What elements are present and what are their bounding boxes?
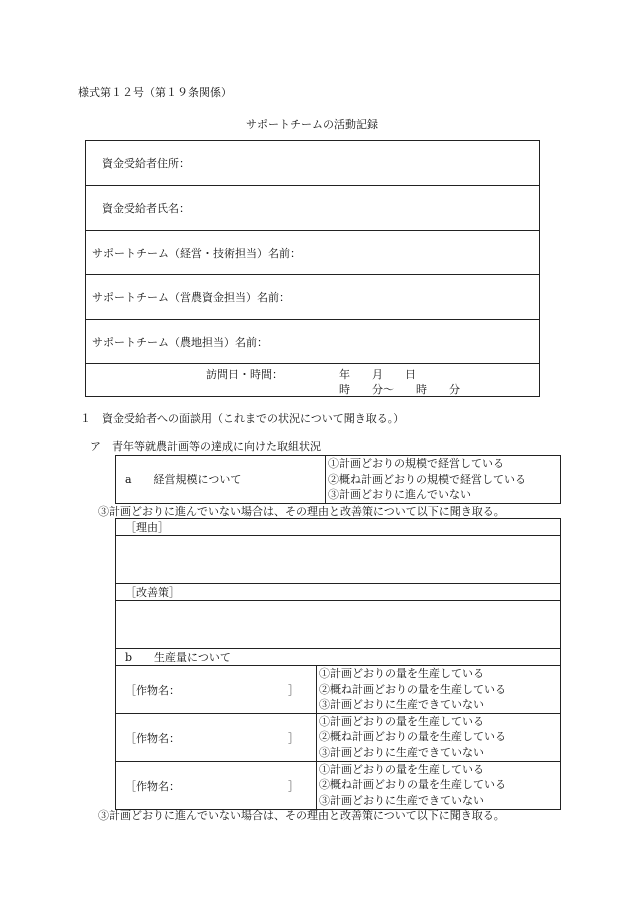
land-support-label: サポートチーム（農地担当）名前： bbox=[92, 335, 268, 349]
finance-support-label: サポートチーム（営農資金担当）名前： bbox=[92, 291, 290, 304]
scale-option-2[interactable]: ②概ね計画どおりの規模で経営している bbox=[328, 472, 526, 486]
crop-options-1[interactable] bbox=[317, 666, 561, 714]
note-1: ③計画どおりに進んでいない場合は、その理由と改善策について以下に聞き取る。 bbox=[98, 505, 505, 518]
form-number: 様式第１２号（第１９条関係） bbox=[78, 86, 232, 99]
crop-close-1: ］ bbox=[288, 684, 299, 697]
visit-time: 時 分〜 時 分 bbox=[339, 383, 460, 396]
land-support-row[interactable] bbox=[86, 320, 540, 364]
crop1-option-3[interactable]: ③計画どおりに生産できていない bbox=[319, 698, 484, 712]
reason-input[interactable] bbox=[116, 536, 561, 584]
crop-close-3: ］ bbox=[288, 779, 299, 793]
scale-label-cell bbox=[116, 456, 326, 504]
crop-close-2: ］ bbox=[288, 731, 299, 745]
name-row[interactable] bbox=[86, 186, 540, 231]
crop2-option-1[interactable]: ①計画どおりの量を生産している bbox=[319, 714, 484, 728]
address-label: 資金受給者住所： bbox=[102, 157, 190, 170]
scale-table bbox=[115, 455, 561, 504]
crop-name-1[interactable] bbox=[116, 666, 317, 714]
address-row[interactable] bbox=[86, 141, 540, 186]
crop-name-2[interactable] bbox=[116, 713, 317, 761]
scale-option-1[interactable]: ①計画どおりの規模で経営している bbox=[328, 457, 504, 470]
note-2: ③計画どおりに進んでいない場合は、その理由と改善策について以下に聞き取る。 bbox=[98, 809, 505, 822]
crop2-option-2[interactable]: ②概ね計画どおりの量を生産している bbox=[319, 730, 506, 744]
production-label: b 生産量について bbox=[125, 651, 231, 664]
scale-label: a 経営規模について bbox=[125, 473, 242, 487]
production-header bbox=[116, 649, 561, 666]
improvement-label: ［改善策］ bbox=[125, 586, 180, 599]
tech-support-row[interactable] bbox=[86, 231, 540, 275]
visit-row[interactable] bbox=[86, 364, 540, 397]
reason-header bbox=[116, 519, 561, 536]
crop-label-2: ［作物名： bbox=[125, 731, 180, 745]
crop-name-3[interactable] bbox=[116, 761, 317, 809]
crop2-option-3[interactable]: ③計画どおりに生産できていない bbox=[319, 746, 484, 760]
scale-options[interactable] bbox=[326, 456, 561, 504]
visit-label: 訪問日・時間： bbox=[206, 368, 283, 381]
crop3-option-3[interactable]: ③計画どおりに生産できていない bbox=[319, 793, 484, 807]
detail-table bbox=[115, 518, 561, 810]
tech-support-label: サポートチーム（経営・技術担当）名前： bbox=[92, 246, 301, 260]
section-a-heading: ア 青年等就農計画等の達成に向けた取組状況 bbox=[90, 440, 321, 453]
crop3-option-2[interactable]: ②概ね計画どおりの量を生産している bbox=[319, 778, 506, 792]
crop3-option-1[interactable]: ①計画どおりの量を生産している bbox=[319, 762, 484, 776]
crop1-option-1[interactable]: ①計画どおりの量を生産している bbox=[319, 667, 484, 680]
crop1-option-2[interactable]: ②概ね計画どおりの量を生産している bbox=[319, 682, 506, 696]
finance-support-row[interactable] bbox=[86, 275, 540, 320]
improvement-input[interactable] bbox=[116, 601, 561, 649]
reason-label: ［理由］ bbox=[125, 521, 169, 534]
scale-option-3[interactable]: ③計画どおりに進んでいない bbox=[328, 488, 471, 502]
crop-options-3[interactable] bbox=[317, 761, 561, 809]
crop-label-3: ［作物名： bbox=[125, 779, 180, 793]
crop-options-2[interactable] bbox=[317, 713, 561, 761]
visit-date: 年 月 日 bbox=[339, 368, 416, 381]
page-title: サポートチームの活動記録 bbox=[246, 118, 378, 131]
crop-label-1: ［作物名： bbox=[125, 684, 180, 697]
improvement-header bbox=[116, 584, 561, 601]
applicant-info-table bbox=[85, 140, 540, 397]
name-label: 資金受給者氏名： bbox=[102, 202, 190, 215]
section1-heading: １ 資金受給者への面談用（これまでの状況について聞き取る。） bbox=[80, 412, 405, 425]
